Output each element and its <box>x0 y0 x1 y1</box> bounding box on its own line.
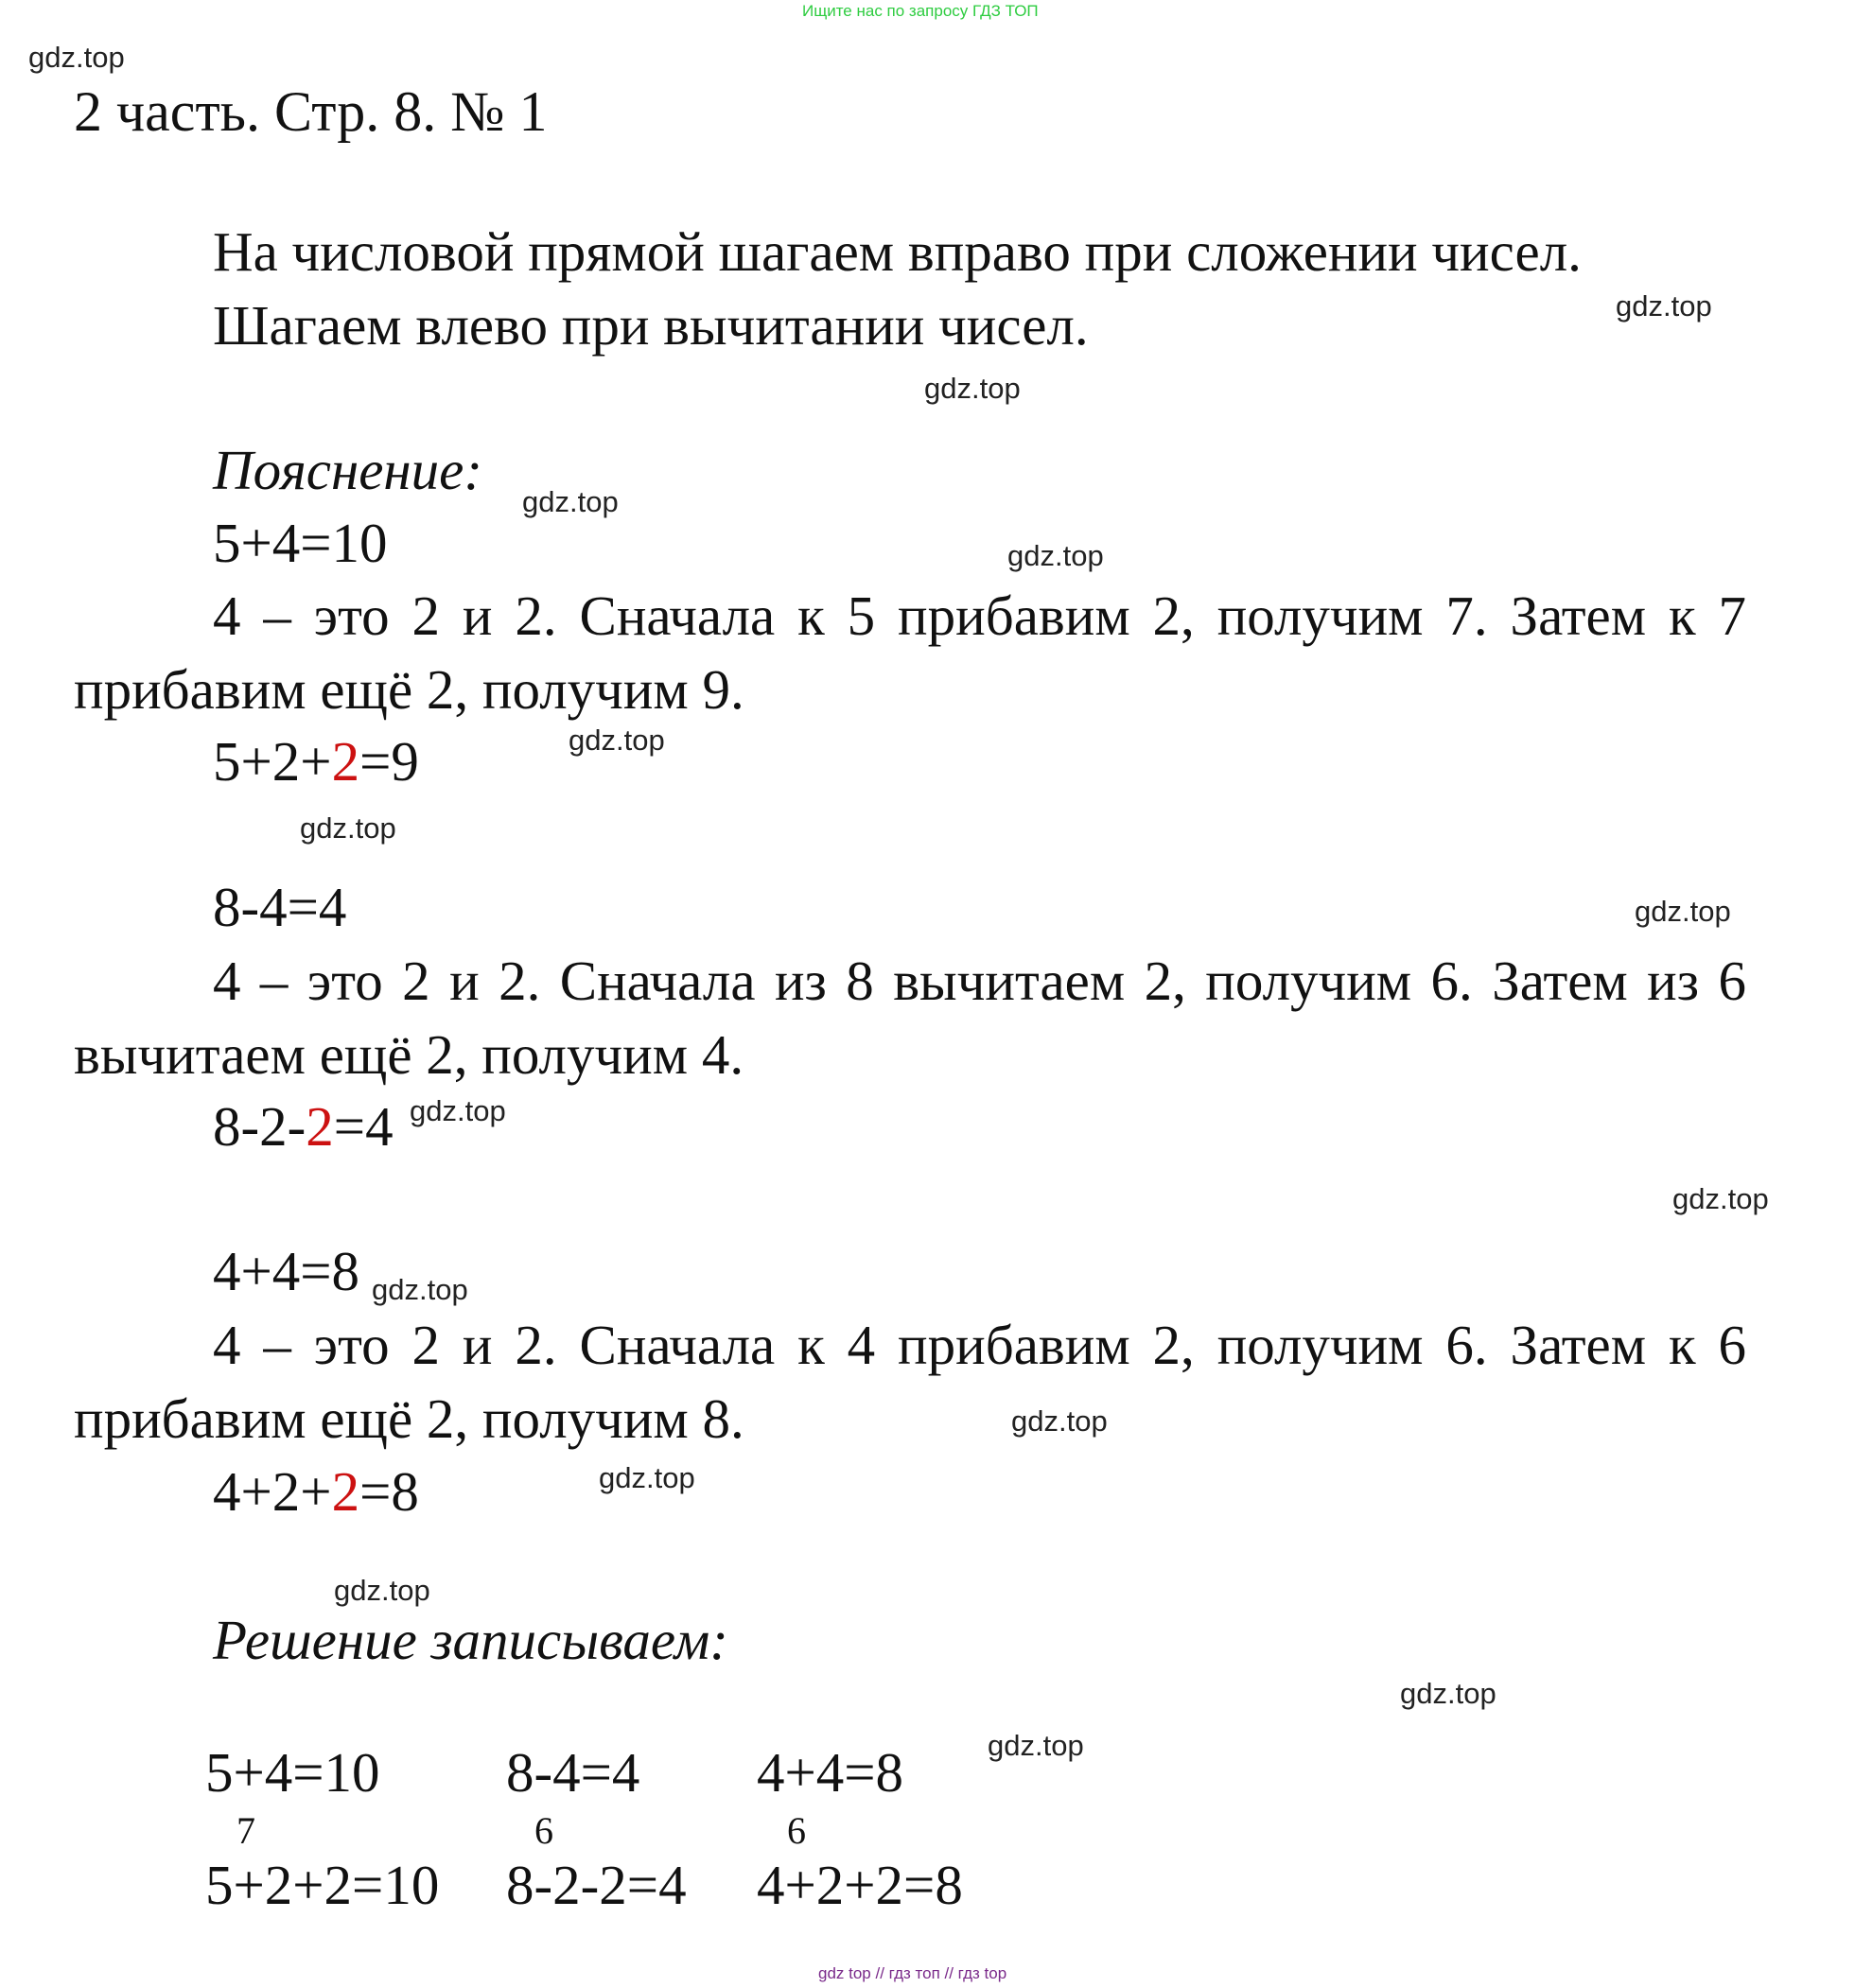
watermark: gdz.top <box>988 1729 1084 1762</box>
watermark: gdz.top <box>334 1574 430 1607</box>
solution-1-intermediate: 7 <box>236 1809 255 1852</box>
split-suffix: =9 <box>359 730 419 793</box>
solution-1-equation: 5+4=10 <box>205 1741 380 1804</box>
split-prefix: 4+2+ <box>213 1460 332 1523</box>
watermark: gdz.top <box>1007 539 1104 572</box>
split-suffix: =4 <box>333 1095 394 1158</box>
split-red-term: 2 <box>331 730 360 793</box>
watermark: gdz.top <box>410 1094 506 1127</box>
intro-line-2: Шагаем влево при вычитании чисел. <box>213 294 1089 357</box>
split-prefix: 5+2+ <box>213 730 332 793</box>
top-banner: Ищите нас по запросу ГДЗ ТОП <box>802 2 1039 20</box>
example-3-equation: 4+4=8 <box>213 1240 360 1302</box>
explanation-heading: Пояснение: <box>213 439 483 501</box>
split-suffix: =8 <box>359 1460 419 1523</box>
page-title: 2 часть. Стр. 8. № 1 <box>74 80 548 143</box>
intro-line-1: На числовой прямой шагаем вправо при сложении чисел. <box>213 220 1582 283</box>
watermark: gdz.top <box>599 1461 695 1494</box>
bottom-banner: gdz top // гдз топ // гдз top <box>818 1964 1007 1982</box>
split-prefix: 8-2- <box>213 1095 306 1158</box>
watermark: gdz.top <box>522 485 619 518</box>
watermark: gdz.top <box>1672 1182 1769 1215</box>
watermark: gdz.top <box>1400 1677 1496 1710</box>
solution-2-equation: 8-4=4 <box>506 1741 640 1804</box>
watermark: gdz.top <box>300 811 396 845</box>
solution-2-expanded: 8-2-2=4 <box>506 1854 687 1916</box>
watermark: gdz.top <box>1011 1404 1108 1438</box>
watermark: gdz.top <box>569 724 665 757</box>
example-1-split <box>213 730 419 793</box>
solution-heading: Решение записываем: <box>213 1609 728 1671</box>
split-red-term: 2 <box>331 1460 360 1523</box>
example-1-text: 4 – это 2 и 2. Сначала к 5 прибавим 2, получим 7. Затем к 7 прибавим ещё 2, получим 9. <box>74 584 1746 721</box>
example-3-text: 4 – это 2 и 2. Сначала к 4 прибавим 2, получим 6. Затем к 6 прибавим ещё 2, получим 8. <box>74 1314 1746 1450</box>
example-1-equation: 5+4=10 <box>213 512 388 574</box>
example-2-text: 4 – это 2 и 2. Сначала из 8 вычитаем 2, получим 6. Затем из 6 вычитаем ещё 2, получим 4. <box>74 950 1746 1086</box>
example-2-equation: 8-4=4 <box>213 876 347 938</box>
solution-1-expanded: 5+2+2=10 <box>205 1854 440 1916</box>
watermark: gdz.top <box>1635 895 1731 928</box>
solution-3-expanded: 4+2+2=8 <box>757 1854 963 1916</box>
example-3-split <box>213 1460 419 1523</box>
split-red-term: 2 <box>306 1095 334 1158</box>
solution-2-intermediate: 6 <box>534 1809 553 1852</box>
solution-3-equation: 4+4=8 <box>757 1741 904 1804</box>
example-2-split <box>213 1095 394 1158</box>
watermark: gdz.top <box>1616 289 1712 323</box>
watermark: gdz.top <box>28 41 125 74</box>
watermark: gdz.top <box>372 1273 468 1306</box>
watermark: gdz.top <box>924 372 1021 405</box>
solution-3-intermediate: 6 <box>787 1809 806 1852</box>
